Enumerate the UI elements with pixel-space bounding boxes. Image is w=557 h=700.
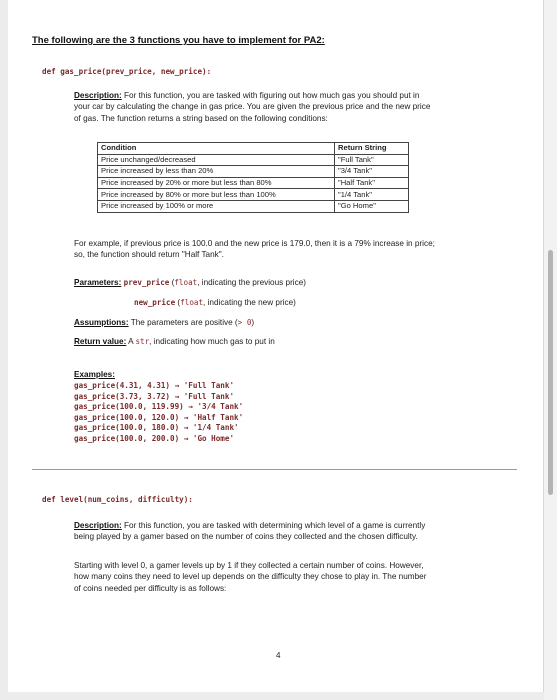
- table-header-cell: Condition: [98, 143, 335, 155]
- description-label: Description:: [74, 91, 122, 100]
- return-label: Return value:: [74, 337, 127, 346]
- table-header-cell: Return String: [335, 143, 409, 155]
- param-type: float: [174, 278, 198, 287]
- example-code-line: gas_price(100.0, 120.0) → 'Half Tank': [74, 412, 244, 422]
- assumptions-close: ): [251, 318, 255, 327]
- example-line: For example, if previous price is 100.0 and the new price is 179.0, then it is a 79% increase in price;: [74, 239, 435, 248]
- table-cell: "Go Home": [335, 200, 409, 212]
- section-heading: The following are the 3 functions you have to implement for PA2:: [32, 35, 325, 46]
- table-cell: "1/4 Tank": [335, 189, 409, 201]
- table-cell: Price unchanged/decreased: [98, 154, 335, 166]
- return-text: A: [126, 337, 136, 346]
- conditions-table: [97, 142, 409, 213]
- table-cell: "3/4 Tank": [335, 166, 409, 178]
- description-line: your car by calculating the change in gas price. You are given the previous price and the new price: [74, 102, 431, 112]
- paragraph-line: how many coins they need to level up depends on the difficulty they chose to play in. The number: [74, 572, 427, 582]
- assumptions-line: [74, 317, 254, 328]
- description-line: being played by a gamer based on the number of coins they collected and the chosen difficulty.: [74, 532, 418, 542]
- level-paragraph: [74, 560, 524, 594]
- return-text: , indicating how much gas to put in: [149, 337, 275, 346]
- gas-price-description: [74, 90, 524, 124]
- examples-label-wrap: [74, 369, 115, 380]
- level-description: [74, 520, 524, 543]
- example-code-line: gas_price(4.31, 4.31) → 'Full Tank': [74, 381, 235, 390]
- paragraph-line: Starting with level 0, a gamer levels up by 1 if they collected a certain number of coins. However,: [74, 561, 424, 570]
- parameters-line-2: [134, 297, 296, 308]
- param-open: (: [175, 298, 181, 307]
- assumptions-code: > 0: [237, 318, 252, 327]
- table-row: [98, 189, 409, 201]
- table-row: [98, 166, 409, 178]
- examples-block: [74, 381, 243, 445]
- page-number: 4: [276, 651, 281, 660]
- section-divider: [32, 469, 517, 470]
- table-row: [98, 200, 409, 212]
- example-line: so, the function should return "Half Tank".: [74, 250, 224, 260]
- description-line: For this function, you are tasked with figuring out how much gas you should put in: [121, 91, 420, 100]
- parameters-line-1: [74, 277, 306, 288]
- table-cell: Price increased by 80% or more but less than 100%: [98, 189, 335, 201]
- assumptions-text: The parameters are positive (: [128, 318, 238, 327]
- parameters-label: Parameters:: [74, 278, 122, 287]
- param-name: prev_price: [123, 278, 170, 287]
- table-cell: "Half Tank": [335, 177, 409, 189]
- description-line: of gas. The function returns a string based on the following conditions:: [74, 113, 328, 123]
- table-cell: Price increased by 100% or more: [98, 200, 335, 212]
- assumptions-label: Assumptions:: [74, 318, 129, 327]
- example-code-line: gas_price(100.0, 180.0) → '1/4 Tank': [74, 423, 239, 433]
- return-value-line: [74, 336, 275, 347]
- param-open: (: [169, 278, 175, 287]
- description-label: Description:: [74, 521, 122, 530]
- table-cell: Price increased by less than 20%: [98, 166, 335, 178]
- examples-label: Examples:: [74, 370, 115, 379]
- example-code-line: gas_price(3.73, 3.72) → 'Full Tank': [74, 391, 235, 401]
- example-code-line: gas_price(100.0, 119.99) → '3/4 Tank': [74, 402, 244, 412]
- example-code-line: gas_price(100.0, 200.0) → 'Go Home': [74, 433, 235, 443]
- table-header-row: [98, 143, 409, 155]
- param-type: float: [180, 298, 204, 307]
- paragraph-line: of coins needed per difficulty is as follows:: [74, 583, 227, 593]
- gas-price-example-text: [74, 238, 524, 261]
- gas-price-signature: def gas_price(prev_price, new_price):: [42, 67, 212, 76]
- param-desc: , indicating the new price): [203, 298, 296, 307]
- table-cell: "Full Tank": [335, 154, 409, 166]
- return-code: str: [135, 337, 150, 346]
- table-row: [98, 177, 409, 189]
- description-line: For this function, you are tasked with determining which level of a game is currently: [121, 521, 426, 530]
- param-name: new_price: [134, 298, 176, 307]
- param-desc: , indicating the previous price): [197, 278, 306, 287]
- table-row: [98, 154, 409, 166]
- scrollbar-thumb[interactable]: [548, 250, 553, 495]
- table-cell: Price increased by 20% or more but less than 80%: [98, 177, 335, 189]
- level-signature: def level(num_coins, difficulty):: [42, 495, 193, 504]
